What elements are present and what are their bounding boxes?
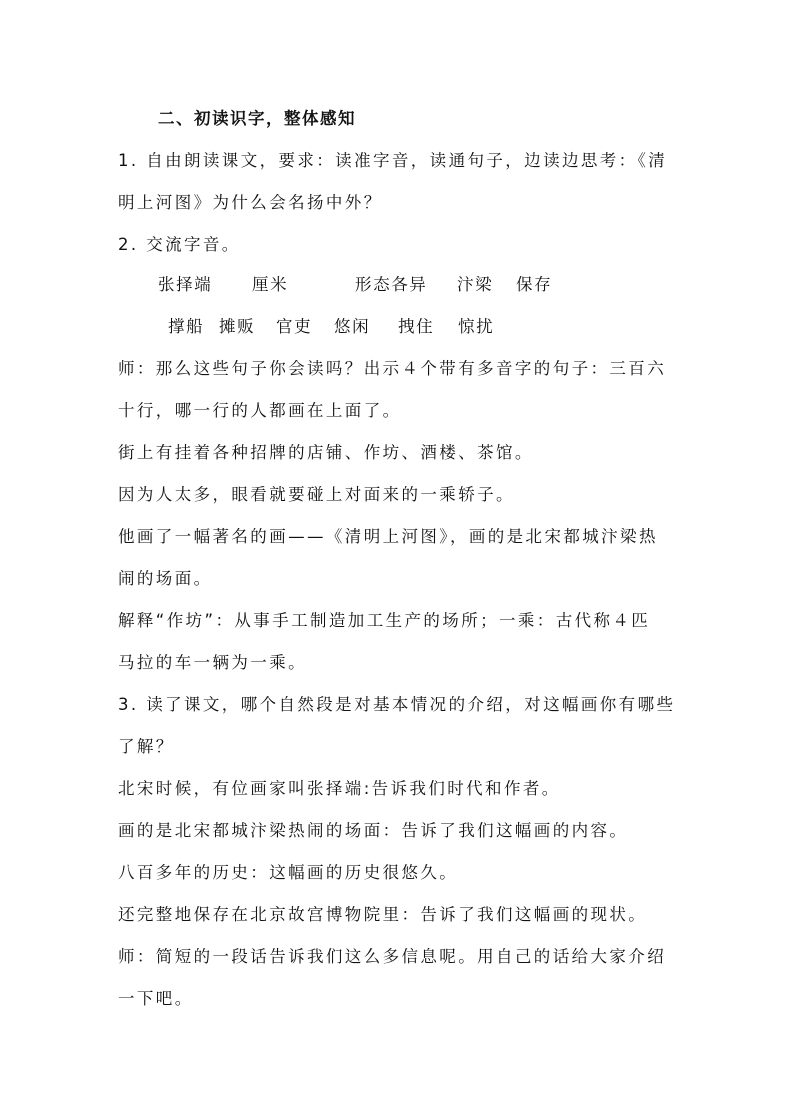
vocab-word: 摊贩 [219, 317, 256, 336]
vocab-word: 汴梁 [457, 275, 494, 294]
vocab-word: 官吏 [276, 317, 313, 336]
paragraph-10: 画的是北宋都城汴梁热闹的场面：告诉了我们这幅画的内容。 [118, 821, 629, 840]
paragraph-6-line-1: 他画了一幅著名的画——《清明上河图》，画的是北宋都城汴梁热 [118, 527, 658, 546]
paragraph-3-line-2: 十行，哪一行的人都画在上面了。 [118, 401, 402, 420]
paragraph-11: 八百多年的历史：这幅画的历史很悠久。 [118, 863, 459, 882]
vocab-word: 保存 [516, 275, 553, 294]
vocab-word: 厘米 [252, 275, 289, 294]
section-heading: 二、初读识字，整体感知 [158, 109, 356, 128]
paragraph-7-line-1: 解释“作坊”：从事手工制造加工生产的场所；一乘：古代称４匹 [118, 611, 651, 630]
paragraph-1-line-2: 明上河图》为什么会名扬中外？ [118, 193, 383, 212]
paragraph-8-line-1: 3. 读了课文，哪个自然段是对基本情况的介绍，对这幅画你有哪些 [118, 695, 676, 714]
paragraph-1-line-1: 1. 自由朗读课文，要求：读准字音，读通句子，边读边思考：《清 [118, 151, 668, 170]
paragraph-7-line-2: 马拉的车一辆为一乘。 [118, 653, 307, 672]
paragraph-5: 因为人太多，眼看就要碰上对面来的一乘轿子。 [118, 485, 515, 504]
paragraph-3-line-1: 师：那么这些句子你会读吗？出示４个带有多音字的句子：三百六 [118, 359, 667, 378]
vocab-word: 悠闲 [334, 317, 371, 336]
paragraph-6-line-2: 闹的场面。 [118, 569, 213, 588]
vocab-word: 张择端 [158, 275, 213, 294]
paragraph-9: 北宋时候，有位画家叫张择端:告诉我们时代和作者。 [118, 779, 561, 798]
paragraph-13-line-2: 一下吧。 [118, 989, 194, 1008]
vocab-word: 拽住 [398, 317, 435, 336]
paragraph-8-line-2: 了解？ [118, 737, 175, 756]
vocab-word: 撑船 [168, 317, 205, 336]
paragraph-12: 还完整地保存在北京故宫博物院里：告诉了我们这幅画的现状。 [118, 905, 648, 924]
paragraph-4: 街上有挂着各种招牌的店铺、作坊、酒楼、茶馆。 [118, 443, 534, 462]
paragraph-2: 2. 交流字音。 [118, 235, 241, 254]
vocab-word: 形态各异 [355, 275, 428, 294]
paragraph-13-line-1: 师：简短的一段话告诉我们这么多信息呢。用自己的话给大家介绍 [118, 947, 667, 966]
vocab-word: 惊扰 [458, 317, 495, 336]
